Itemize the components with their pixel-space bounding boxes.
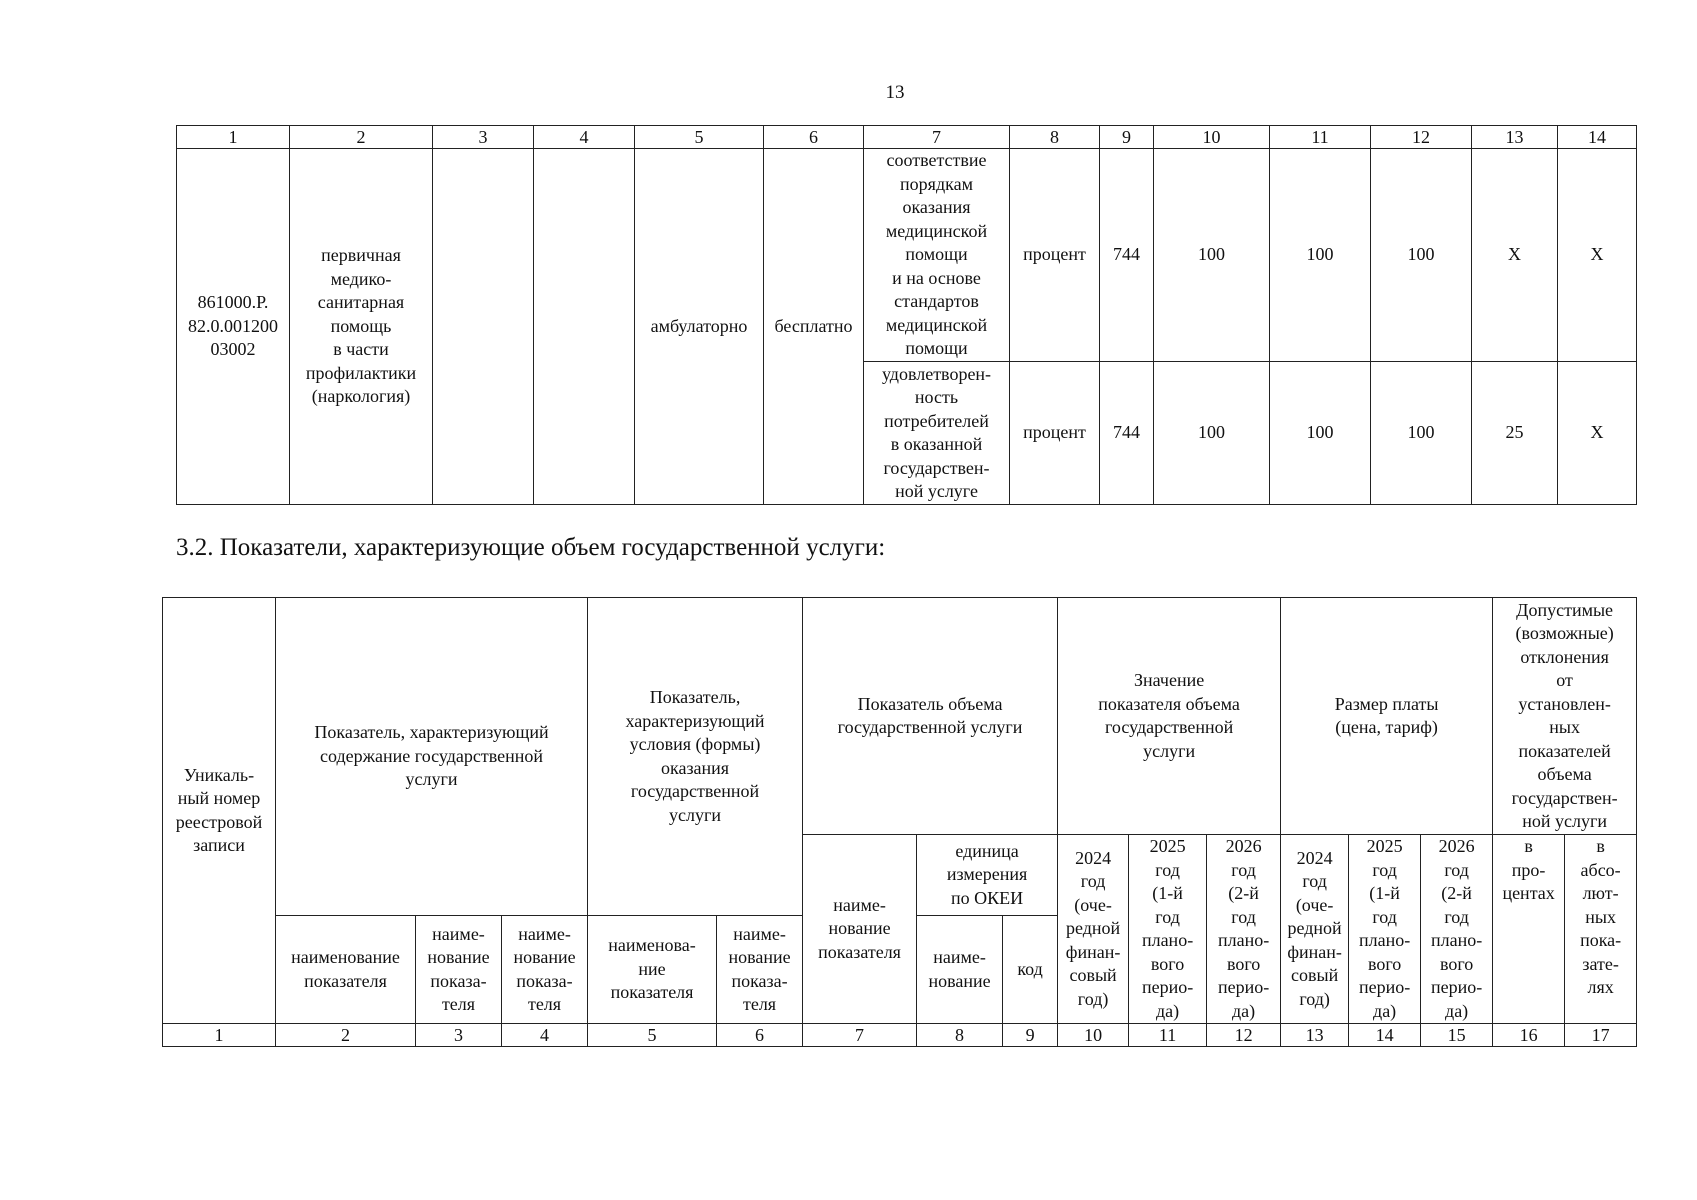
column-number: 10	[1058, 1024, 1129, 1047]
unit-name: процент	[1010, 149, 1100, 362]
empty-cell	[534, 149, 635, 505]
header-volume-value: Значение показателя объема государственной услуги	[1058, 598, 1281, 835]
column-number: 16	[1493, 1024, 1565, 1047]
column-number: 13	[1472, 126, 1558, 149]
service-form: амбулаторно	[635, 149, 764, 505]
header-volume-indicator: Показатель объема государственной услуги	[803, 598, 1058, 835]
header-conditions-indicator-name: наиме- нование показа- теля	[717, 916, 803, 1024]
column-number: 9	[1003, 1024, 1058, 1047]
header-deviation-absolute: в абсо- лют- ных пока- зате- лях	[1565, 835, 1637, 1024]
header-value-2025: 2025 год (1-й год плано- вого перио- да)	[1129, 835, 1207, 1024]
column-number: 11	[1129, 1024, 1207, 1047]
empty-cell	[433, 149, 534, 505]
header-value-2024: 2024 год (оче- редной финан- совый год)	[1058, 835, 1129, 1024]
registry-record-number: 861000.Р. 82.0.001200 03002	[177, 149, 290, 505]
column-number-row	[177, 126, 1637, 149]
column-number: 7	[864, 126, 1010, 149]
deviation-percent: 25	[1472, 362, 1558, 505]
section-heading: 3.2. Показатели, характеризующие объем государственной услуги:	[176, 534, 886, 561]
column-number: 14	[1349, 1024, 1421, 1047]
table-row	[177, 149, 1637, 362]
column-number: 14	[1558, 126, 1637, 149]
page-number: 13	[885, 82, 905, 103]
column-number: 12	[1371, 126, 1472, 149]
column-number: 10	[1154, 126, 1270, 149]
header-price-2025: 2025 год (1-й год плано- вого перио- да)	[1349, 835, 1421, 1024]
header-deviation: Допустимые (возможные) отклонения от установлен- ных показателей объема государствен- ной услуги	[1493, 598, 1637, 835]
header-okei-unit: единица измерения по ОКЕИ	[917, 835, 1058, 916]
column-number: 9	[1100, 126, 1154, 149]
column-number: 2	[276, 1024, 416, 1047]
header-value-2026: 2026 год (2-й год плано- вого перио- да)	[1207, 835, 1281, 1024]
value-2025: 100	[1270, 149, 1371, 362]
column-number: 4	[534, 126, 635, 149]
header-price-2024: 2024 год (оче- редной финан- совый год)	[1281, 835, 1349, 1024]
header-unique-number: Уникаль- ный номер реестровой записи	[163, 598, 276, 1024]
column-number: 5	[588, 1024, 717, 1047]
header-content-indicator: Показатель, характеризующий содержание государственной услуги	[276, 598, 588, 916]
column-number: 6	[764, 126, 864, 149]
column-number: 8	[1010, 126, 1100, 149]
header-content-indicator-name: наиме- нование показа- теля	[416, 916, 502, 1024]
okei-code: 744	[1100, 149, 1154, 362]
column-number: 15	[1421, 1024, 1493, 1047]
value-2025: 100	[1270, 362, 1371, 505]
header-deviation-percent: в про- центах	[1493, 835, 1565, 1024]
header-price-2026: 2026 год (2-й год плано- вого перио- да)	[1421, 835, 1493, 1024]
header-okei-code: код	[1003, 916, 1058, 1024]
column-number: 1	[177, 126, 290, 149]
deviation-absolute: Х	[1558, 362, 1637, 505]
quality-indicator-name: соответствие порядкам оказания медицинской помощи и на основе стандартов медицинской помощи	[864, 149, 1010, 362]
column-number: 11	[1270, 126, 1371, 149]
volume-indicators-table	[162, 597, 1637, 1047]
header-price: Размер платы (цена, тариф)	[1281, 598, 1493, 835]
header-indicator-name: наиме- нование показателя	[803, 835, 917, 1024]
column-number: 8	[917, 1024, 1003, 1047]
okei-code: 744	[1100, 362, 1154, 505]
deviation-percent: Х	[1472, 149, 1558, 362]
column-number: 7	[803, 1024, 917, 1047]
unit-name: процент	[1010, 362, 1100, 505]
column-number: 3	[433, 126, 534, 149]
value-2024: 100	[1154, 149, 1270, 362]
column-number: 3	[416, 1024, 502, 1047]
value-2026: 100	[1371, 362, 1472, 505]
header-content-indicator-name: наиме- нование показа- теля	[502, 916, 588, 1024]
column-number: 4	[502, 1024, 588, 1047]
column-number: 6	[717, 1024, 803, 1047]
header-row	[163, 598, 1637, 835]
quality-indicators-table	[176, 125, 1637, 505]
header-content-indicator-name: наименование показателя	[276, 916, 416, 1024]
column-number: 13	[1281, 1024, 1349, 1047]
header-conditions-indicator-name: наименова- ние показателя	[588, 916, 717, 1024]
column-number: 1	[163, 1024, 276, 1047]
column-number: 17	[1565, 1024, 1637, 1047]
column-number: 5	[635, 126, 764, 149]
service-name: первичная медико- санитарная помощь в части профилактики (наркология)	[290, 149, 433, 505]
header-okei-name: наиме- нование	[917, 916, 1003, 1024]
column-number: 12	[1207, 1024, 1281, 1047]
column-number-row	[163, 1024, 1637, 1047]
payment-type: бесплатно	[764, 149, 864, 505]
value-2026: 100	[1371, 149, 1472, 362]
deviation-absolute: Х	[1558, 149, 1637, 362]
column-number: 2	[290, 126, 433, 149]
quality-indicator-name: удовлетворен- ность потребителей в оказанной государствен- ной услуге	[864, 362, 1010, 505]
header-conditions-indicator: Показатель, характеризующий условия (формы) оказания государственной услуги	[588, 598, 803, 916]
value-2024: 100	[1154, 362, 1270, 505]
